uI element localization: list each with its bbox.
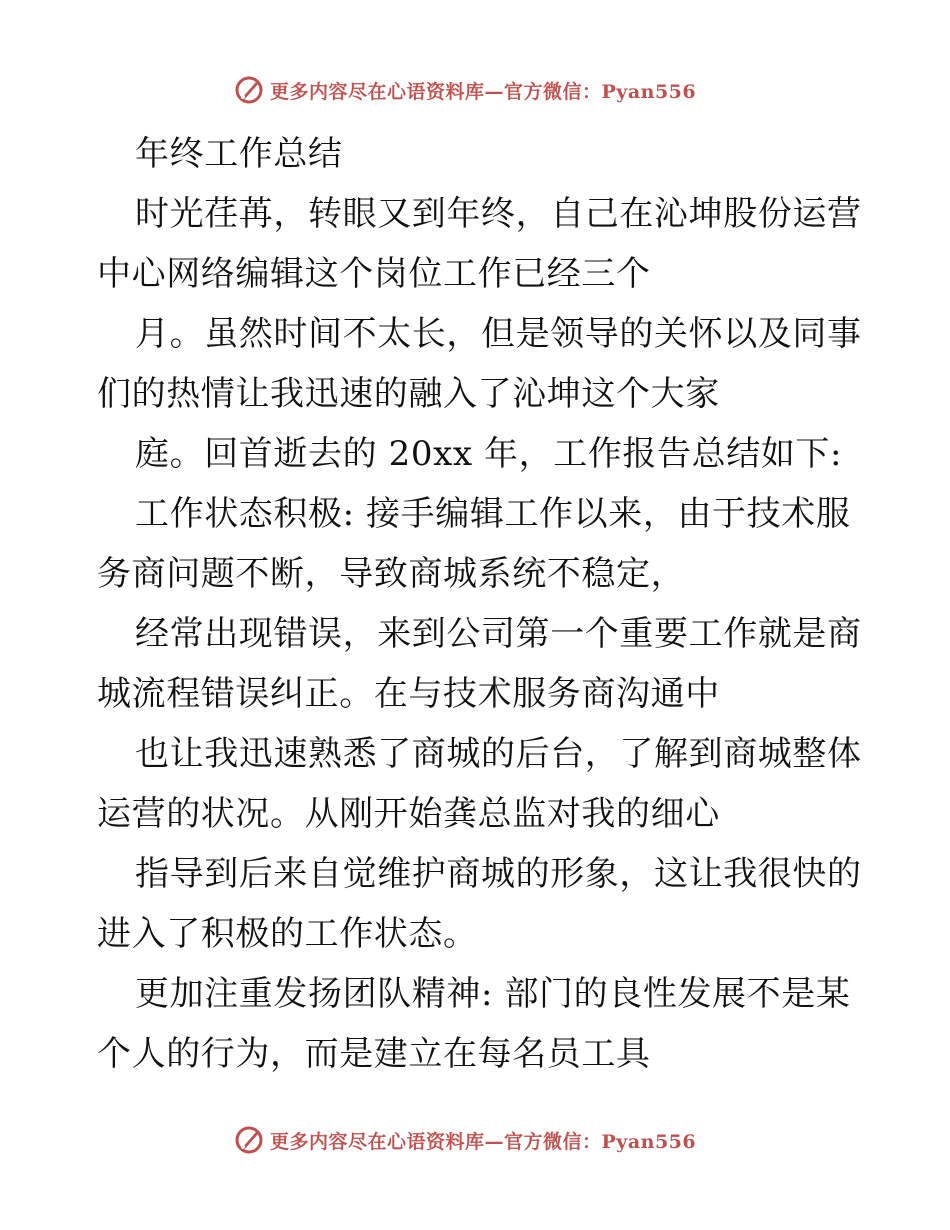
text-line: 务商问题不断，导致商城系统不稳定， xyxy=(97,554,686,594)
header-banner xyxy=(234,72,696,108)
footer-banner xyxy=(234,1122,696,1158)
text-line: 中心网络编辑这个岗位工作已经三个 xyxy=(97,254,651,294)
text-line: 更加注重发扬团队精神: 部门的良性发展不是某 xyxy=(135,974,851,1014)
text-line: 进入了积极的工作状态。 xyxy=(97,914,478,954)
text-line: 庭。回首逝去的 20xx 年，工作报告总结如下: xyxy=(135,434,843,474)
text-line: 运营的状况。从刚开始龚总监对我的细心 xyxy=(97,794,720,834)
text-line: 月。虽然时间不太长，但是领导的关怀以及同事 xyxy=(135,314,862,354)
quill-logo-icon xyxy=(234,75,264,105)
text-line: 工作状态积极: 接手编辑工作以来，由于技术服 xyxy=(135,494,851,534)
quill-logo-icon xyxy=(234,1125,264,1155)
text-line: 们的热情让我迅速的融入了沁坤这个大家 xyxy=(97,374,720,414)
header-banner-text: 更多内容尽在心语资料库—官方微信：Pyan556 xyxy=(270,80,697,103)
text-line: 个人的行为，而是建立在每名员工具 xyxy=(97,1034,651,1074)
footer-banner-text: 更多内容尽在心语资料库—官方微信：Pyan556 xyxy=(270,1130,697,1153)
text-line: 城流程错误纠正。在与技术服务商沟通中 xyxy=(97,674,720,714)
text-line: 也让我迅速熟悉了商城的后台，了解到商城整体 xyxy=(135,734,862,774)
document-title: 年终工作总结 xyxy=(135,134,343,174)
text-line: 指导到后来自觉维护商城的形象，这让我很快的 xyxy=(135,854,862,894)
document-body xyxy=(97,124,862,1084)
text-line: 经常出现错误，来到公司第一个重要工作就是商 xyxy=(135,614,862,654)
text-line: 时光荏苒，转眼又到年终，自己在沁坤股份运营 xyxy=(135,194,862,234)
